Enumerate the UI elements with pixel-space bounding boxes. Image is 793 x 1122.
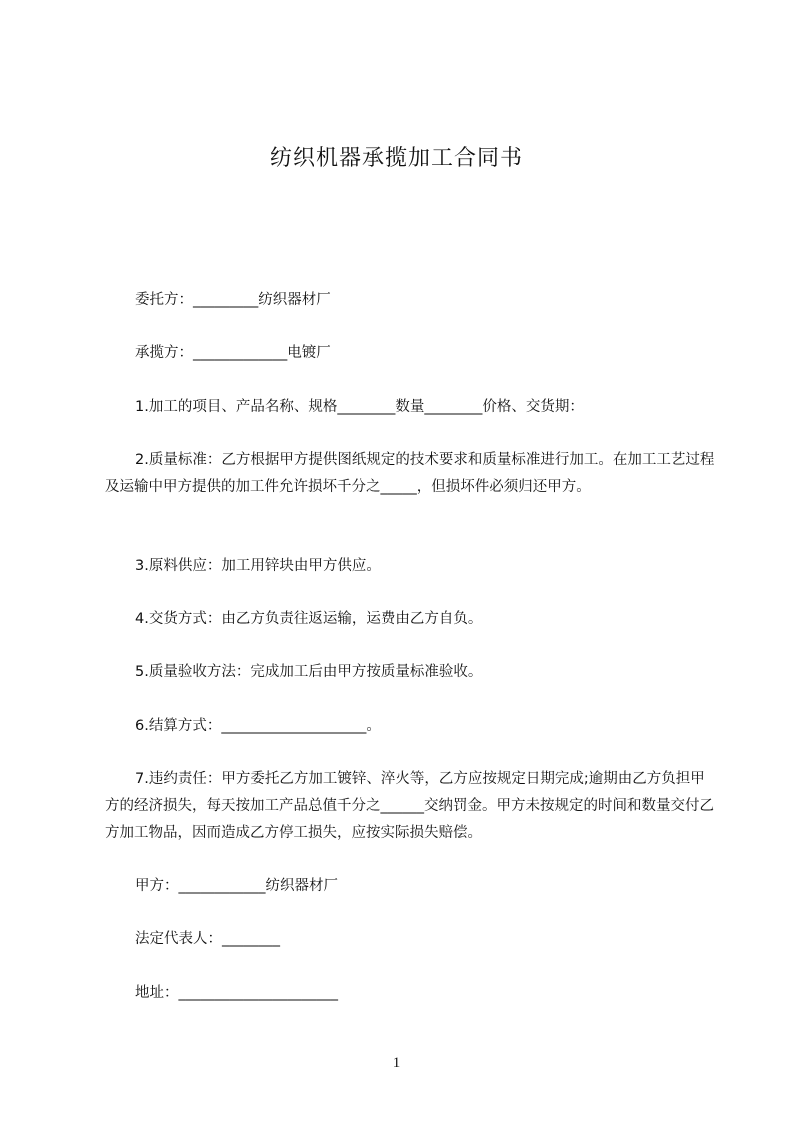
clause-delivery-method: 4.交货方式：由乙方负责往返运输，运费由乙方自负。: [135, 611, 483, 627]
party-a-signature: 甲方：____________纺织器材厂: [135, 878, 338, 894]
clause-processing-items: 1.加工的项目、产品名称、规格________数量________价格、交货期：: [135, 399, 584, 415]
legal-representative: 法定代表人：________: [135, 931, 280, 947]
document-title: 纺织机器承揽加工合同书: [269, 146, 523, 171]
clause-quality-acceptance: 5.质量验收方法：完成加工后由甲方按质量标准验收。: [135, 664, 483, 680]
clause-settlement-method: 6.结算方式：____________________。: [135, 718, 381, 734]
clause-material-supply: 3.原料供应：加工用锌块由甲方供应。: [135, 558, 381, 574]
clause-breach-liability: 7.违约责任：甲方委托乙方加工镀锌、淬火等，乙方应按规定日期完成;逾期由乙方负担甲方的经济损失，每天按加工产品总值千分之______交纳罚金。甲方未按规定的时间和数量交付乙方加工物品，因而造成乙方停工损失，应按实际损失赔偿。: [105, 771, 714, 841]
client-party: 委托方：_________纺织器材厂: [135, 292, 331, 308]
page-number: 1: [392, 1055, 401, 1071]
address-line: 地址：______________________: [135, 985, 338, 1001]
contractor-party: 承揽方：_____________电镀厂: [135, 345, 331, 361]
clause-quality-standard: 2.质量标准：乙方根据甲方提供图纸规定的技术要求和质量标准进行加工。在加工工艺过程及运输中甲方提供的加工件允许损坏千分之_____，但损坏件必须归还甲方。: [105, 452, 715, 495]
